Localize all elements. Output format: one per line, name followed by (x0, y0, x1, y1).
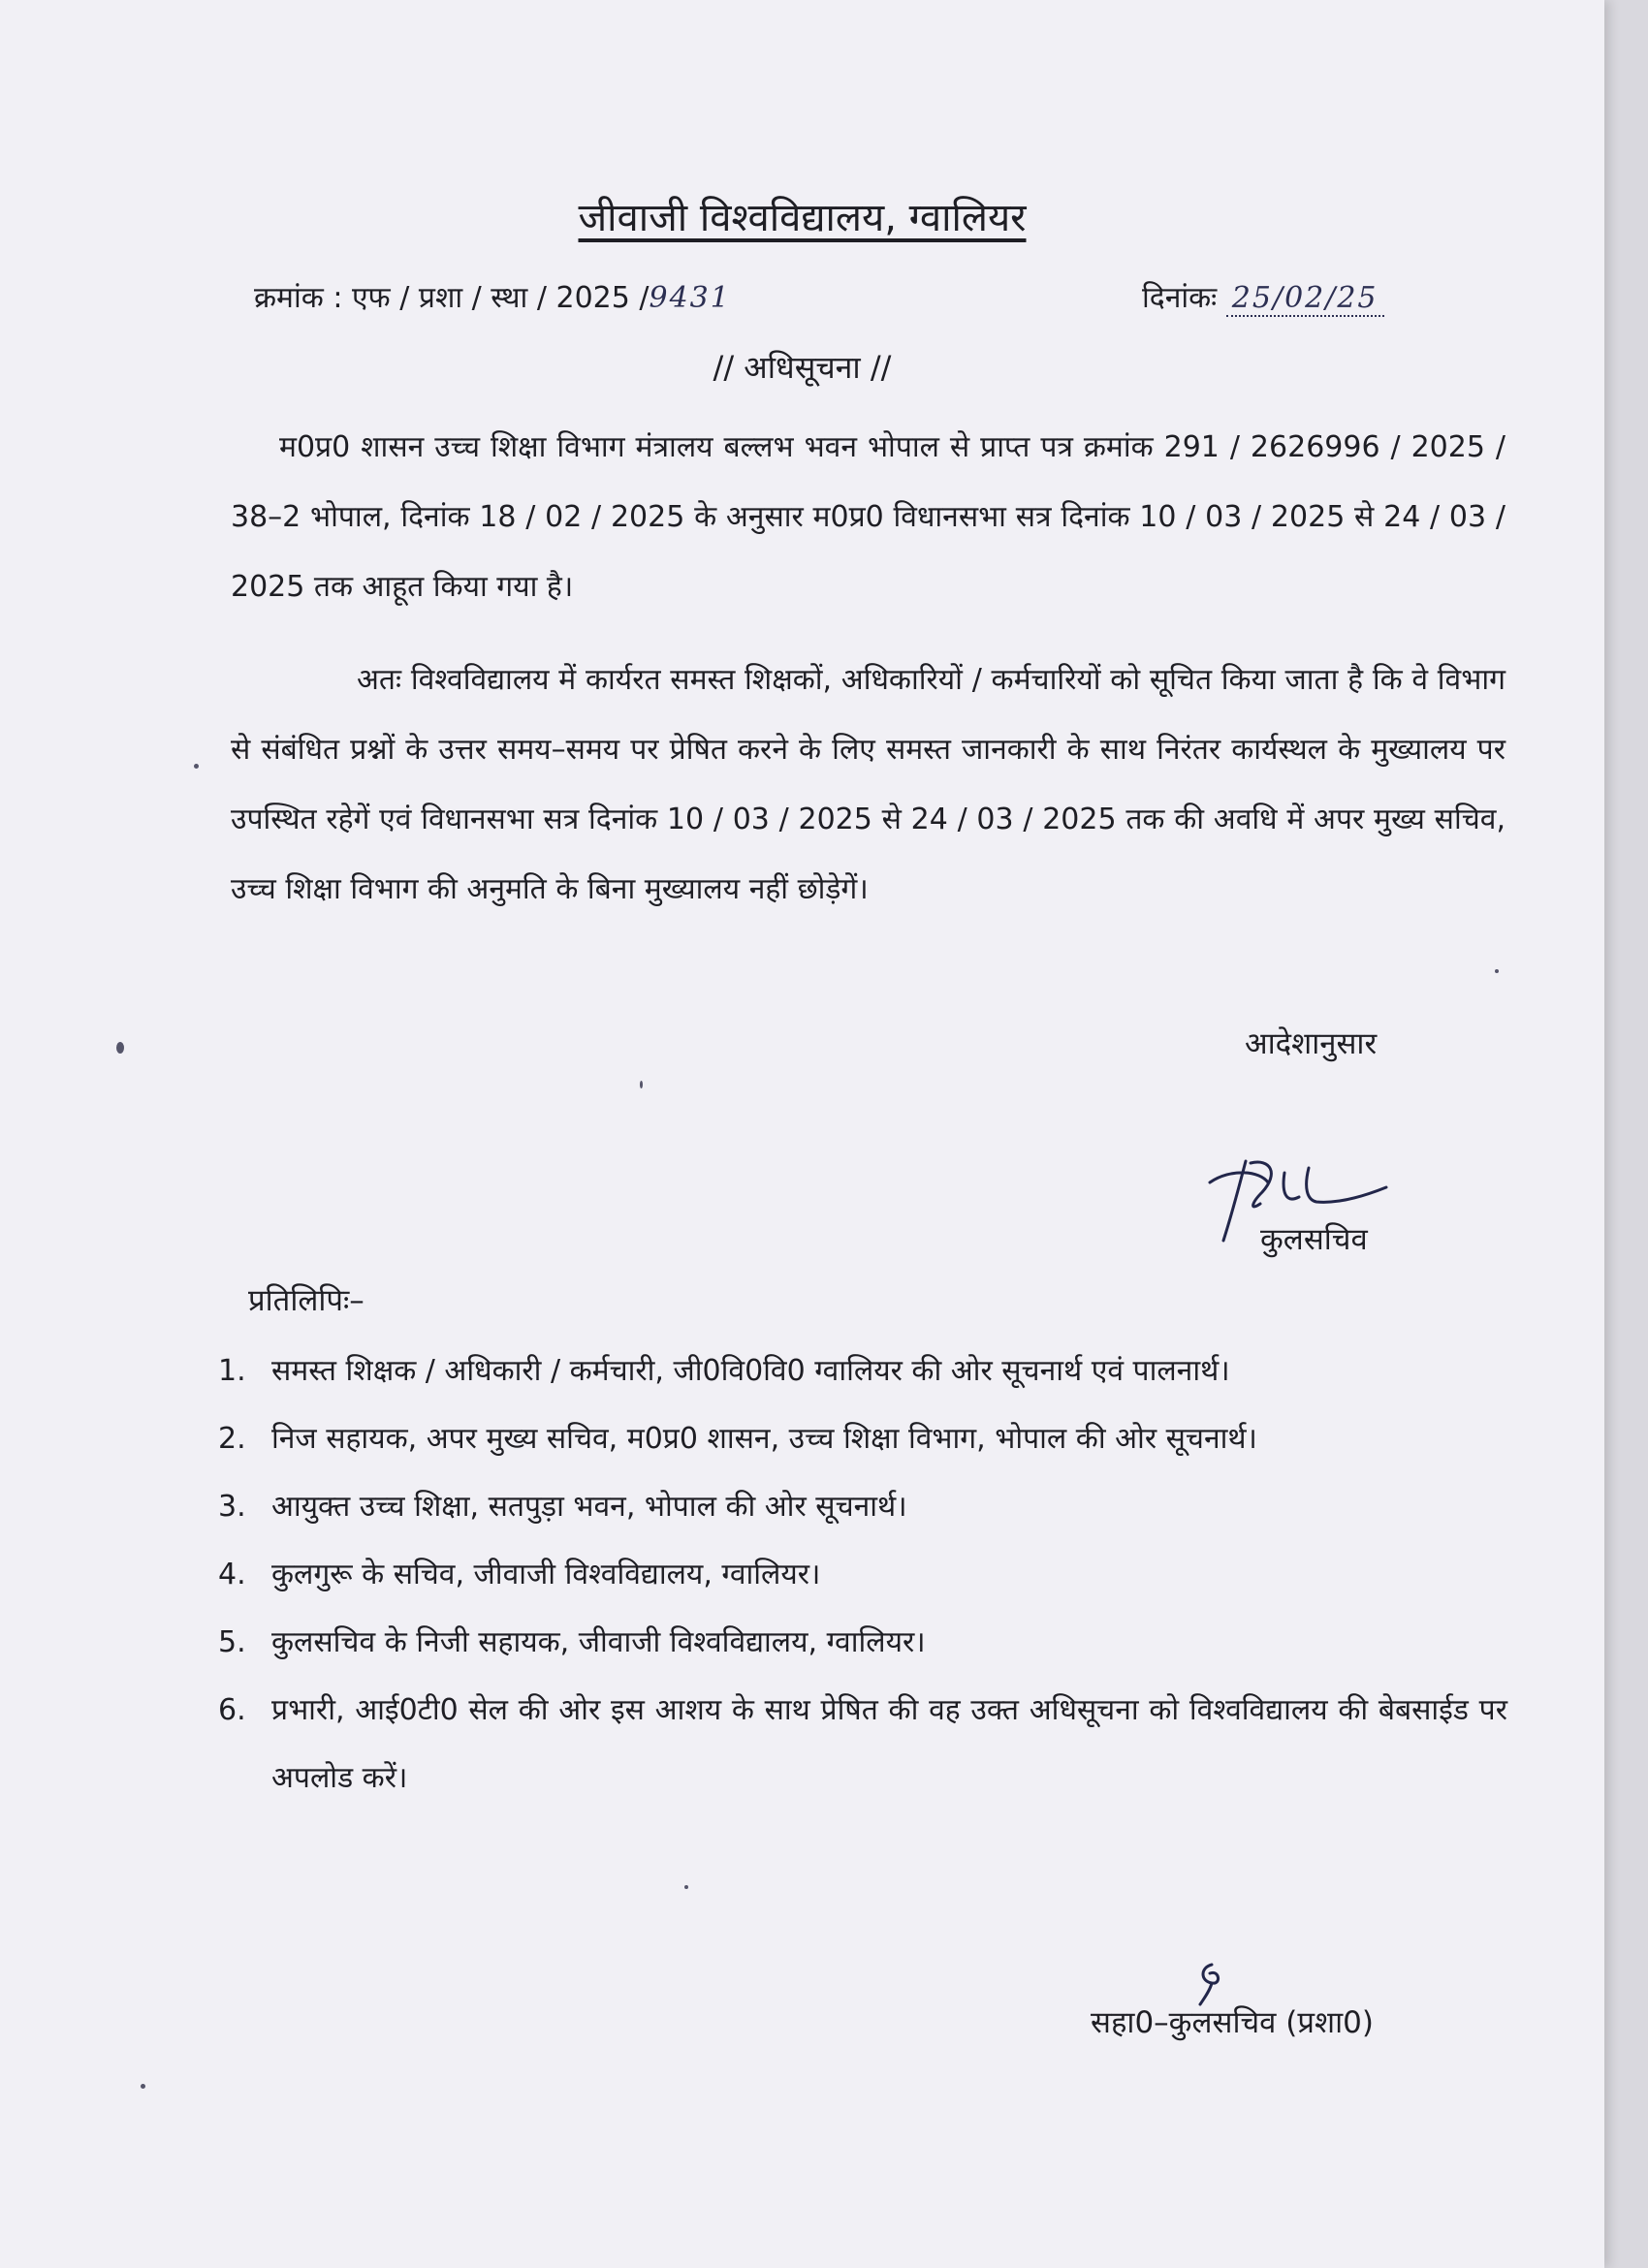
date-label: दिनांकः (1142, 281, 1218, 315)
university-title: जीवाजी विश्वविद्यालय, ग्वालियर (578, 196, 1027, 240)
list-item-number: 3. (218, 1490, 246, 1524)
list-item (218, 1541, 1507, 1609)
list-item-text: समस्त शिक्षक / अधिकारी / कर्मचारी, जी0वि0वि0 ग्वालियर की ओर सूचनार्थ एवं पालनार्थ। (271, 1354, 1230, 1388)
list-item-text: निज सहायक, अपर मुख्य सचिव, म0प्र0 शासन, उच्च शिक्षा विभाग, भोपाल की ओर सूचनार्थ। (271, 1422, 1257, 1456)
scan-speck (684, 1885, 688, 1889)
order-text: आदेशानुसार (1245, 1026, 1378, 1061)
list-item-text: कुलसचिव के निजी सहायक, जीवाजी विश्वविद्यालय, ग्वालियर। (271, 1625, 926, 1659)
list-item (218, 1405, 1507, 1473)
scan-speck (640, 1081, 643, 1088)
list-item-number: 6. (218, 1693, 246, 1727)
reference-number-handwritten: 9431 (649, 281, 731, 315)
list-item (218, 1677, 1507, 1812)
copy-to-heading: प्रतिलिपिः– (248, 1283, 364, 1318)
list-item (218, 1338, 1507, 1405)
reference-label: क्रमांक : एफ / प्रशा / स्था / 2025 / (254, 281, 650, 315)
list-item-text: आयुक्त उच्च शिक्षा, सतपुड़ा भवन, भोपाल की ओर सूचनार्थ। (271, 1490, 907, 1524)
list-item (218, 1473, 1507, 1541)
date-line (1142, 276, 1384, 317)
assistant-registrar-designation: सहा0–कुलसचिव (प्रशा0) (1091, 2005, 1374, 2040)
list-item (218, 1609, 1507, 1677)
list-item-text: प्रभारी, आई0टी0 सेल की ओर इस आशय के साथ प्रेषित की वह उक्त अधिसूचना को विश्वविद्यालय की बेबसाईड पर अपलोड करें। (271, 1693, 1507, 1795)
date-handwritten: 25/02/25 (1226, 281, 1384, 317)
scan-speck (141, 2084, 145, 2089)
reference-number (254, 276, 731, 316)
scan-speck (116, 1042, 124, 1054)
list-item-text: कुलगुरू के सचिव, जीवाजी विश्वविद्यालय, ग्वालियर। (271, 1558, 821, 1591)
scan-speck (194, 764, 199, 769)
list-item-number: 4. (218, 1558, 246, 1591)
copy-to-list (218, 1338, 1507, 1812)
body-paragraph-1: म0प्र0 शासन उच्च शिक्षा विभाग मंत्रालय बल्लभ भवन भोपाल से प्राप्त पत्र क्रमांक 291 / 2626996 / 2025 / 38–2 भोपाल, दिनांक 18 / 02 / 2025 के अनुसार म0प्र0 विधानसभा सत्र दिनांक 10 / 03 / 2025 से 24 / 03 / 2025 तक आहूत किया गया है। (231, 430, 1505, 604)
scan-speck (1495, 969, 1499, 973)
list-item-number: 2. (218, 1422, 246, 1456)
body-paragraph-2: अतः विश्वविद्यालय में कार्यरत समस्त शिक्षकों, अधिकारियों / कर्मचारियों को सूचित किया जाता है कि वे विभाग से संबंधित प्रश्नों के उत्तर समय–समय पर प्रेषित करने के लिए समस्त जानकारी के साथ निरंतर कार्यस्थल के मुख्यालय पर उपस्थित रहेगें एवं विधानसभा सत्र दिनांक 10 / 03 / 2025 से 24 / 03 / 2025 तक की अवधि में अपर मुख्य सचिव, उच्च शिक्षा विभाग की अनुमति के बिना मुख्यालय नहीं छोड़ेगें। (231, 663, 1505, 906)
notification-heading: // अधिसूचना // (713, 349, 892, 386)
list-item-number: 1. (218, 1354, 246, 1388)
registrar-designation: कुलसचिव (1260, 1222, 1368, 1257)
list-item-number: 5. (218, 1625, 246, 1659)
